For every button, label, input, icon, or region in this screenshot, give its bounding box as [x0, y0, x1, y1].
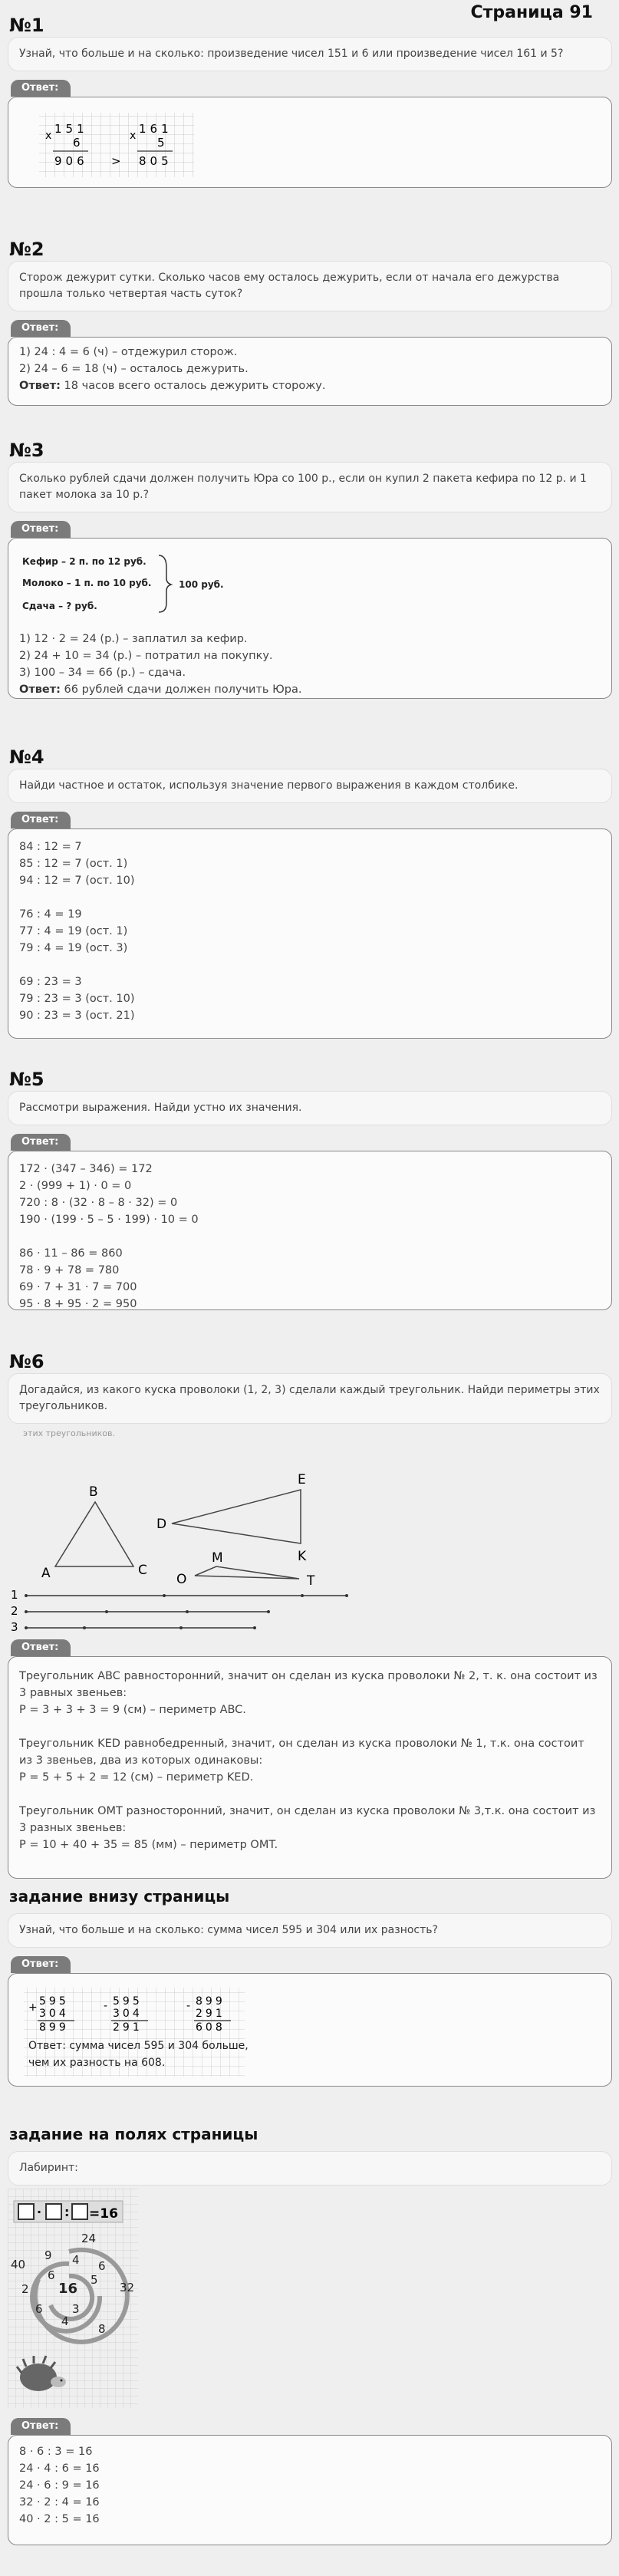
answer-box — [8, 1656, 612, 1879]
question-box — [8, 1913, 612, 1948]
task-3 — [8, 439, 612, 699]
formula-op: : — [64, 2205, 70, 2219]
svg-text:40: 40 — [11, 2258, 26, 2271]
formula-slot — [46, 2204, 61, 2219]
solution-line: 1) 12 · 2 = 24 (р.) – заплатил за кефир. — [19, 633, 248, 645]
solution-line: 3) 100 – 34 = 66 (р.) – сдача. — [19, 667, 186, 679]
svg-text:4: 4 — [72, 2253, 80, 2267]
op-sign: + — [28, 2001, 38, 2014]
vertex-label: O — [176, 1572, 187, 1587]
answer-text: 66 рублей сдачи должен получить Юра. — [60, 684, 302, 696]
answer-label: Ответ: — [11, 2418, 71, 2435]
solution-line: 2) 24 + 10 = 34 (р.) – потратил на покупку. — [19, 650, 273, 662]
figure-caption: этих треугольников. — [23, 1428, 115, 1438]
task-6 — [8, 1350, 612, 1879]
solution-line: 90 : 23 = 3 (ост. 21) — [19, 1010, 135, 1022]
calc-bottom: 304 — [39, 2008, 69, 2020]
answer-line — [19, 377, 601, 394]
question-box — [8, 1091, 612, 1125]
task-number: №3 — [9, 440, 44, 461]
svg-text:6: 6 — [48, 2268, 55, 2282]
vertex-label: C — [138, 1563, 147, 1578]
factor-bottom: 6 — [73, 136, 81, 150]
svg-text:6: 6 — [35, 2302, 43, 2316]
task-number: №1 — [9, 15, 44, 36]
answer-label: Ответ: — [11, 521, 71, 538]
formula-op: · — [37, 2205, 42, 2219]
question-box — [8, 2151, 612, 2186]
answer-box — [8, 828, 612, 1039]
question-box — [8, 462, 612, 512]
svg-text:16: 16 — [58, 2281, 78, 2297]
answer-box — [8, 1151, 612, 1310]
solution-line: 720 : 8 · (32 · 8 – 8 · 32) = 0 — [19, 1197, 178, 1209]
solution-line: P = 10 + 40 + 35 = 85 (мм) – периметр OMT. — [19, 1839, 278, 1851]
wire-label: 1 — [11, 1588, 18, 1602]
page-title: Страница 91 — [470, 3, 593, 22]
calc-top: 595 — [39, 1995, 69, 2008]
solution-line: 24 · 6 : 9 = 16 — [19, 2479, 100, 2492]
solution-line: Треугольник OMT разносторонний, значит, он сделан из куска проволоки № 3,т.к. она состоит из 3 разных звеньев: — [19, 1805, 596, 1834]
solution-line: 95 · 8 + 95 · 2 = 950 — [19, 1298, 137, 1310]
vertex-label: M — [212, 1550, 223, 1566]
answer-label: Ответ: — [11, 1639, 71, 1656]
maze-figure — [8, 2189, 161, 2411]
answer-box — [8, 2435, 612, 2545]
question-text: Сторож дежурит сутки. Сколько часов ему осталось дежурить, если от начала его дежурства прошла только четвертая часть суток? — [19, 272, 560, 300]
bottom-task — [8, 1886, 612, 2087]
solution-line: 1) 24 : 4 = 6 (ч) – отдежурил сторож. — [19, 346, 238, 358]
scheme-total: 100 руб. — [179, 579, 224, 590]
factor-top: 151 — [54, 122, 88, 136]
answer-label: Ответ: — [11, 812, 71, 828]
answer-box — [8, 538, 612, 699]
formula-slot — [72, 2204, 87, 2219]
answer-label: Ответ: — [11, 1134, 71, 1151]
question-text: Узнай, что больше и на сколько: сумма чисел 595 и 304 или их разность? — [19, 1924, 438, 1936]
solution-line: 79 : 23 = 3 (ост. 10) — [19, 993, 135, 1005]
svg-text:2: 2 — [21, 2282, 29, 2296]
calc-bottom: 304 — [113, 2008, 143, 2020]
solution-line: 69 : 23 = 3 — [19, 976, 82, 988]
solution-line: P = 3 + 3 + 3 = 9 (см) – периметр ABC. — [19, 1704, 246, 1716]
triangle-abc — [55, 1502, 133, 1566]
question-text: Лабиринт: — [19, 2162, 78, 2174]
solution-line: 94 : 12 = 7 (ост. 10) — [19, 875, 135, 887]
answer-label: Ответ: — [11, 320, 71, 337]
svg-text:5: 5 — [91, 2273, 98, 2287]
section-heading: задание на полях страницы — [9, 2125, 258, 2143]
triangles-figure — [8, 1428, 368, 1620]
solution-line: 40 · 2 : 5 = 16 — [19, 2513, 100, 2525]
svg-text:9: 9 — [44, 2248, 52, 2262]
section-heading: задание внизу страницы — [9, 1887, 230, 1906]
calc-result: 291 — [113, 2021, 143, 2034]
solution-line: P = 5 + 5 + 2 = 12 (см) – периметр KED. — [19, 1771, 254, 1784]
wire-label: 2 — [11, 1604, 18, 1618]
task-4 — [8, 746, 612, 1039]
answer-text: 18 часов всего осталось дежурить сторожу. — [60, 380, 326, 392]
factor-bottom: 5 — [157, 136, 165, 150]
svg-text:24: 24 — [81, 2232, 97, 2245]
svg-text:6: 6 — [98, 2259, 106, 2273]
solution-line: 2) 24 – 6 = 18 (ч) – осталось дежурить. — [19, 363, 249, 375]
solution-line: 79 : 4 = 19 (ост. 3) — [19, 942, 128, 954]
product: 805 — [139, 154, 173, 168]
triangle-ked — [172, 1490, 301, 1543]
question-box — [8, 261, 612, 311]
calc-result: 899 — [39, 2021, 69, 2034]
question-text: Догадайся, из какого куска проволоки (1, 2, 3) сделали каждый треугольник. Найди периметры этих треугольников. — [19, 1384, 600, 1412]
answer-label: Ответ: — [11, 1956, 71, 1973]
svg-text:8: 8 — [98, 2322, 106, 2336]
solution-para — [19, 1735, 601, 1786]
answer-handwritten: Ответ: сумма чисел 595 и 304 больше, — [28, 2040, 249, 2052]
scheme-line: Кефир – 2 п. по 12 руб. — [22, 556, 147, 567]
question-box — [8, 37, 612, 71]
solution-line: 76 : 4 = 19 — [19, 908, 82, 921]
question-text: Сколько рублей сдачи должен получить Юра со 100 р., если он купил 2 пакета кефира по 12 р. и 1 пакет молока за 10 р.? — [19, 473, 587, 501]
multiply-sign: x — [45, 130, 52, 142]
task-2 — [8, 238, 612, 406]
factor-top: 161 — [139, 122, 173, 136]
task-number: №5 — [9, 1069, 44, 1090]
answer-label: Ответ: — [11, 80, 71, 97]
column-calculations — [8, 1974, 269, 2086]
solution-line: 2 · (999 + 1) · 0 = 0 — [19, 1180, 132, 1192]
solution-line: 32 · 2 : 4 = 16 — [19, 2496, 100, 2508]
question-text: Рассмотри выражения. Найди устно их значения. — [19, 1102, 302, 1114]
multiplication-drawing — [8, 97, 239, 187]
svg-text:32: 32 — [120, 2281, 135, 2294]
solution-line: 8 · 6 : 3 = 16 — [19, 2446, 93, 2458]
calc-result: 608 — [196, 2021, 226, 2034]
calc-top: 595 — [113, 1995, 143, 2008]
solution-line: 86 · 11 – 86 = 860 — [19, 1247, 123, 1260]
task-1 — [8, 14, 612, 188]
op-sign: - — [104, 2000, 108, 2012]
vertex-label: D — [156, 1517, 167, 1532]
task-number: №6 — [9, 1351, 44, 1372]
task-number: №2 — [9, 239, 44, 260]
scheme-line: Молоко – 1 п. по 10 руб. — [22, 578, 152, 588]
wire-label: 3 — [11, 1620, 18, 1634]
solution-line: 84 : 12 = 7 — [19, 841, 82, 853]
calc-bottom: 291 — [196, 2008, 226, 2020]
solution-line: 85 : 12 = 7 (ост. 1) — [19, 858, 128, 870]
answer-bold: Ответ: — [19, 684, 61, 696]
calc-top: 899 — [196, 1995, 226, 2008]
solution-line: 24 · 4 : 6 = 16 — [19, 2462, 100, 2475]
solution-line: 190 · (199 · 5 – 5 · 199) · 10 = 0 — [19, 1214, 199, 1226]
solution-para — [19, 1668, 601, 1718]
multiply-sign: x — [130, 130, 137, 142]
scheme-line: Сдача – ? руб. — [22, 601, 97, 611]
product: 906 — [54, 154, 88, 168]
answer-box — [8, 97, 612, 188]
margin-task — [8, 2123, 612, 2545]
task-number: №4 — [9, 746, 44, 768]
solution-line: 77 : 4 = 19 (ост. 1) — [19, 925, 128, 937]
solution-line: 69 · 7 + 31 · 7 = 700 — [19, 1281, 137, 1293]
task-5 — [8, 1068, 612, 1310]
vertex-label: T — [307, 1573, 315, 1589]
triangle-omt — [195, 1566, 299, 1579]
formula-result: =16 — [89, 2206, 118, 2222]
solution-line: Треугольник ABC равносторонний, значит он сделан из куска проволоки № 2, т. к. она состоит из 3 равных звеньев: — [19, 1670, 598, 1699]
svg-text:3: 3 — [72, 2302, 80, 2316]
scheme-drawing — [8, 539, 239, 623]
wire-3-figure — [8, 1619, 368, 1637]
vertex-label: A — [41, 1566, 51, 1581]
answer-bold: Ответ: — [19, 380, 61, 392]
svg-text:4: 4 — [61, 2314, 69, 2328]
answer-box — [8, 1973, 612, 2087]
op-sign: - — [186, 2000, 191, 2012]
solution-para — [19, 1803, 601, 1853]
question-text: Узнай, что больше и на сколько: произведение чисел 151 и 6 или произведение чисел 161 и 5? — [19, 48, 564, 60]
answer-line — [19, 681, 301, 698]
solution-line: 172 · (347 – 346) = 172 — [19, 1163, 153, 1175]
curly-brace — [159, 555, 171, 612]
answer-box — [8, 337, 612, 406]
solution — [19, 631, 301, 698]
answer-handwritten: чем их разность на 608. — [28, 2057, 166, 2069]
compare-sign: > — [111, 154, 121, 168]
question-box — [8, 1373, 612, 1424]
question-text: Найди частное и остаток, используя значение первого выражения в каждом столбике. — [19, 779, 519, 792]
solution-line: 78 · 9 + 78 = 780 — [19, 1264, 120, 1276]
vertex-label: E — [298, 1472, 306, 1487]
solution-line: Треугольник KED равнобедренный, значит, он сделан из куска проволоки № 1, т.к. она состоит из 3 звеньев, два из которых одинаковы: — [19, 1738, 584, 1767]
vertex-label: B — [89, 1484, 98, 1500]
vertex-label: K — [298, 1549, 307, 1564]
formula-slot — [18, 2204, 34, 2219]
question-box — [8, 769, 612, 803]
